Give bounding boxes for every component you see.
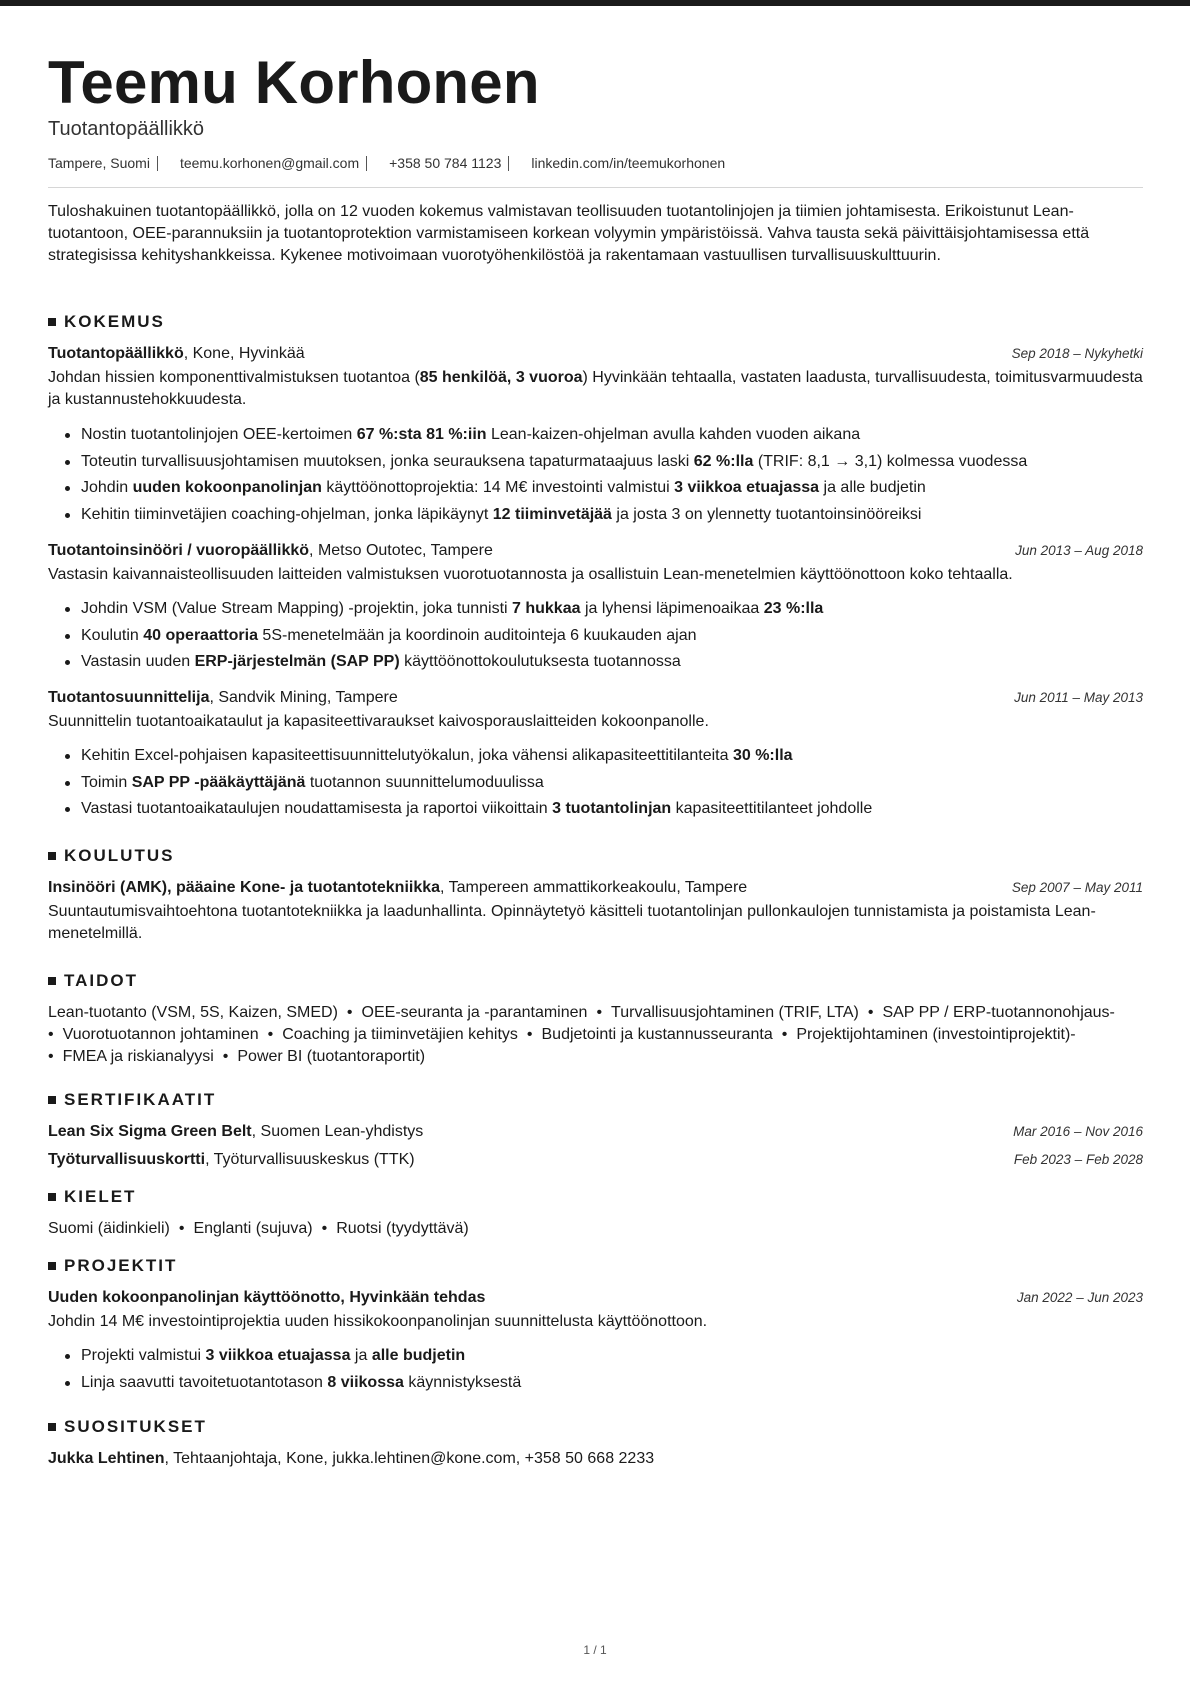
highlight-text: 67 %:sta 81 %:iin: [356, 426, 487, 443]
languages-list: [48, 1218, 1143, 1240]
project-dates: Jan 2022 – Jun 2023: [1016, 1290, 1143, 1305]
separator-dot-icon: •: [526, 1026, 533, 1043]
experience-description: [48, 564, 1143, 586]
text-run: Johdan hissien komponenttivalmistuksen tuotantoa (: [48, 369, 420, 386]
language-item: Suomi (äidinkieli): [48, 1220, 170, 1237]
certificate-dates: Feb 2023 – Feb 2028: [1013, 1152, 1143, 1167]
experience-bullets: [48, 424, 1143, 530]
experience-org: , Kone, Hyvinkää: [183, 345, 305, 362]
text-run: Vastasi tuotantoaikataulujen noudattamisesta ja raportoi viikoittain: [81, 800, 553, 818]
highlight-text: 3 viikkoa etuajassa: [205, 1347, 351, 1364]
bullet-item: [48, 745, 1143, 772]
text-run: Projekti valmistui: [81, 1347, 206, 1364]
text-run: Johdin VSM (Value Stream Mapping) -projektin, joka tunnisti: [81, 600, 513, 617]
highlight-text: 3 viikkoa etuajassa: [674, 479, 820, 497]
education-dates: Sep 2007 – May 2011: [1011, 880, 1143, 895]
text-run: Vastasin kaivannaisteollisuuden laitteiden valmistuksen vuorotuotannosta ja osallistuin Lean-menetelmien käyttöönottoon koko tehtaalla.: [48, 566, 1013, 583]
highlight-text: 23 %:lla: [763, 600, 824, 617]
experience-org: , Metso Outotec, Tampere: [309, 542, 493, 559]
project-description: Johdin 14 M€ investointiprojektia uuden hissikokoonpanolinjan suunnittelusta käyttöönottoon.: [48, 1313, 708, 1330]
experience-description: [48, 711, 1143, 733]
education-header: [48, 877, 1143, 899]
bullet-item: [48, 504, 1143, 531]
section-marker-icon: [48, 1193, 56, 1201]
section-marker-icon: [48, 1262, 56, 1270]
experience-role: Tuotantosuunnittelija: [48, 689, 210, 706]
section-marker-icon: [48, 1423, 56, 1431]
experience-bullets: [48, 745, 1143, 825]
language-item: Ruotsi (tyydyttävä): [336, 1220, 469, 1237]
section-title-languages: KIELET: [48, 1186, 136, 1208]
highlight-text: alle budjetin: [371, 1347, 466, 1364]
section-marker-icon: [48, 318, 56, 326]
contact-divider: [508, 156, 509, 171]
contact-linkedin[interactable]: linkedin.com/in/teemukorhonen: [531, 155, 726, 171]
highlight-text: 12 tiiminvetäjää: [492, 505, 612, 523]
bullet-item: [48, 1372, 1143, 1399]
section-title-skills: TAIDOT: [48, 970, 138, 992]
summary-text: Tuloshakuinen tuotantopäällikkö, jolla on 12 vuoden kokemus valmistavan teollisuuden tuotantolinjojen ja tiimien johtamisesta. Erikoistunut Lean-tuotantoon, OEE-parannuksiin ja tuotantoprotektion varmistamiseen korkean volyymin ympäristöissä. Vahva tausta sekä päivittäisjohtamisessa että strategisissa kehityshankkeissa. Kykenee motivoimaan vuorotyöhenkilöstöä ja rakentamaan vastuullisen turvallisuuskulttuurin.: [48, 203, 1090, 264]
experience-header: [48, 687, 1143, 709]
section-marker-icon: [48, 852, 56, 860]
separator-dot-icon: •: [321, 1220, 328, 1237]
section-marker-icon: [48, 1096, 56, 1104]
highlight-text: 8 viikossa: [327, 1373, 404, 1391]
project-title: Uuden kokoonpanolinjan käyttöönotto, Hyvinkään tehdas: [48, 1289, 486, 1306]
top-bar: [0, 0, 1190, 6]
contact-email[interactable]: teemu.korhonen@gmail.com: [179, 155, 360, 171]
text-run: käynnistyksestä: [403, 1373, 522, 1391]
bullet-item: [48, 772, 1143, 799]
bullet-item: [48, 451, 1143, 478]
separator-dot-icon: •: [867, 1004, 874, 1021]
reference-details: , Tehtaanjohtaja, Kone, jukka.lehtinen@kone.com, +358 50 668 2233: [164, 1450, 655, 1467]
highlight-text: 85 henkilöä, 3 vuoroa: [419, 369, 583, 386]
bullet-item: [48, 477, 1143, 504]
header-divider: [48, 187, 1143, 188]
skill-item: Projektijohtaminen (investointiprojektit)-: [796, 1026, 1076, 1043]
project-bullets: [48, 1345, 1143, 1398]
text-run: Johdin: [81, 479, 133, 497]
experience-dates: Sep 2018 – Nykyhetki: [1011, 346, 1143, 361]
certificate-dates: Mar 2016 – Nov 2016: [1013, 1124, 1143, 1139]
text-run: Suunnittelin tuotantoaikataulut ja kapasiteettivaraukset kaivosporauslaitteiden kokoonpanolle.: [48, 713, 709, 730]
text-run: (TRIF: 8,1 → 3,1) kolmessa vuodessa: [753, 452, 1028, 470]
contact-phone[interactable]: +358 50 784 1123: [389, 155, 502, 171]
reference-row: [48, 1448, 1143, 1470]
section-title-projects: PROJEKTIT: [48, 1255, 177, 1277]
education-degree: Insinööri (AMK), pääaine Kone- ja tuotantotekniikka: [48, 879, 441, 896]
skills-line: [48, 1002, 1143, 1024]
bullet-item: [48, 651, 1143, 678]
certificate-org: , Työturvallisuuskeskus (TTK): [205, 1151, 415, 1168]
skill-item: Budjetointi ja kustannusseuranta: [541, 1026, 773, 1043]
separator-dot-icon: •: [48, 1048, 54, 1065]
highlight-text: 30 %:lla: [732, 747, 793, 764]
text-run: Nostin tuotantolinjojen OEE-kertoimen: [81, 426, 357, 443]
bullet-item: [48, 625, 1143, 652]
highlight-text: 3 tuotantolinjan: [552, 800, 672, 818]
page-number: 1 / 1: [583, 1643, 607, 1657]
skill-item: Power BI (tuotantoraportit): [237, 1048, 426, 1065]
text-run: Vastasin uuden: [81, 653, 195, 671]
text-run: ja josta 3 on ylennetty tuotantoinsinööreiksi: [611, 505, 922, 523]
text-run: ja alle budjetin: [819, 479, 926, 497]
highlight-text: SAP PP -pääkäyttäjänä: [131, 773, 306, 791]
text-run: Koulutin: [81, 626, 144, 644]
education-school: , Tampereen ammattikorkeakoulu, Tampere: [440, 879, 748, 896]
contact-divider: [366, 156, 367, 171]
bullet-item: [48, 424, 1143, 451]
experience-dates: Jun 2011 – May 2013: [1014, 690, 1143, 705]
text-run: käyttöönottokoulutuksesta tuotannossa: [399, 653, 681, 671]
highlight-text: 62 %:lla: [693, 452, 754, 470]
skill-item: SAP PP / ERP-tuotannonohjaus-: [882, 1004, 1115, 1021]
separator-dot-icon: •: [48, 1026, 54, 1043]
bullet-item: [48, 798, 1143, 825]
certificate-name: Työturvallisuuskortti: [48, 1151, 206, 1168]
text-run: ) Hyvinkään tehtaalla, vastaten laadusta, turvallisuudesta, toimitusvarmuudesta ja kustannustehokkuudesta.: [48, 369, 1143, 408]
skill-item: Lean-tuotanto (VSM, 5S, Kaizen, SMED): [48, 1004, 338, 1021]
project-header: [48, 1287, 1143, 1309]
text-run: tuotannon suunnittelumoduulissa: [305, 773, 544, 791]
reference-name: Jukka Lehtinen: [48, 1450, 165, 1467]
text-run: Toteutin turvallisuusjohtamisen muutoksen, jonka seurauksena tapaturmataajuus laski: [81, 452, 694, 470]
separator-dot-icon: •: [222, 1048, 229, 1065]
skill-item: Vuorotuotannon johtaminen: [62, 1026, 259, 1043]
experience-dates: Jun 2013 – Aug 2018: [1015, 543, 1143, 558]
highlight-text: 7 hukkaa: [512, 600, 581, 617]
separator-dot-icon: •: [346, 1004, 353, 1021]
section-title-experience: KOKEMUS: [48, 311, 165, 333]
text-run: Linja saavutti tavoitetuotantotason: [81, 1373, 328, 1391]
section-title-education: KOULUTUS: [48, 845, 174, 867]
job-title: Tuotantopäällikkö: [48, 118, 205, 140]
text-run: Kehitin tiiminvetäjien coaching-ohjelman, jonka läpikäynyt: [81, 505, 493, 523]
experience-role: Tuotantopäällikkö: [48, 345, 184, 362]
bullet-item: [48, 1345, 1143, 1372]
skill-item: Turvallisuusjohtaminen (TRIF, LTA): [611, 1004, 859, 1021]
separator-dot-icon: •: [781, 1026, 788, 1043]
section-title-references: SUOSITUKSET: [48, 1416, 207, 1438]
skill-item: Coaching ja tiiminvetäjien kehitys: [282, 1026, 518, 1043]
text-run: ja: [350, 1347, 372, 1364]
skill-item: FMEA ja riskianalyysi: [62, 1048, 214, 1065]
separator-dot-icon: •: [596, 1004, 603, 1021]
highlight-text: 40 operaattoria: [143, 626, 258, 644]
bullet-item: [48, 598, 1143, 625]
text-run: Lean-kaizen-ohjelman avulla kahden vuoden aikana: [486, 426, 861, 443]
skills-list: [48, 1002, 1143, 1068]
experience-header: [48, 343, 1143, 365]
highlight-text: uuden kokoonpanolinjan: [132, 479, 322, 497]
experience-org: , Sandvik Mining, Tampere: [209, 689, 398, 706]
education-description: Suuntautumisvaihtoehtona tuotantotekniikka ja laadunhallinta. Opinnäytetyö käsitteli tuotantolinjan pullonkaulojen tunnistamista ja poistamista Lean-menetelmillä.: [48, 903, 1096, 942]
contact-line: [48, 153, 725, 173]
experience-role: Tuotantoinsinööri / vuoropäällikkö: [48, 542, 310, 559]
contact-location: Tampere, Suomi: [48, 155, 150, 171]
section-title-certificates: SERTIFIKAATIT: [48, 1089, 216, 1111]
experience-header: [48, 540, 1143, 562]
contact-divider: [157, 156, 158, 171]
text-run: kapasiteettitilanteet johdolle: [671, 800, 873, 818]
separator-dot-icon: •: [178, 1220, 185, 1237]
highlight-text: ERP-järjestelmän (SAP PP): [194, 653, 400, 671]
text-run: Kehitin Excel-pohjaisen kapasiteettisuunnittelutyökalun, joka vähensi alikapasiteettitilanteita: [81, 747, 733, 764]
certificate-row: [48, 1149, 1143, 1171]
skill-item: OEE-seuranta ja -parantaminen: [361, 1004, 588, 1021]
text-run: käyttöönottoprojektia: 14 M€ investointi valmistui: [321, 479, 675, 497]
text-run: 5S-menetelmään ja koordinoin auditointeja 6 kuukauden ajan: [257, 626, 697, 644]
section-marker-icon: [48, 977, 56, 985]
candidate-name: Teemu Korhonen: [48, 49, 540, 116]
certificate-org: , Suomen Lean-yhdistys: [251, 1123, 424, 1140]
certificate-name: Lean Six Sigma Green Belt: [48, 1123, 252, 1140]
skills-line: [48, 1046, 1143, 1068]
text-run: ja lyhensi läpimenoaikaa: [580, 600, 764, 617]
language-item: Englanti (sujuva): [193, 1220, 313, 1237]
certificate-row: [48, 1121, 1143, 1143]
experience-description: [48, 367, 1143, 411]
separator-dot-icon: •: [267, 1026, 274, 1043]
skills-line: [48, 1024, 1143, 1046]
experience-bullets: [48, 598, 1143, 678]
text-run: Toimin: [81, 773, 132, 791]
